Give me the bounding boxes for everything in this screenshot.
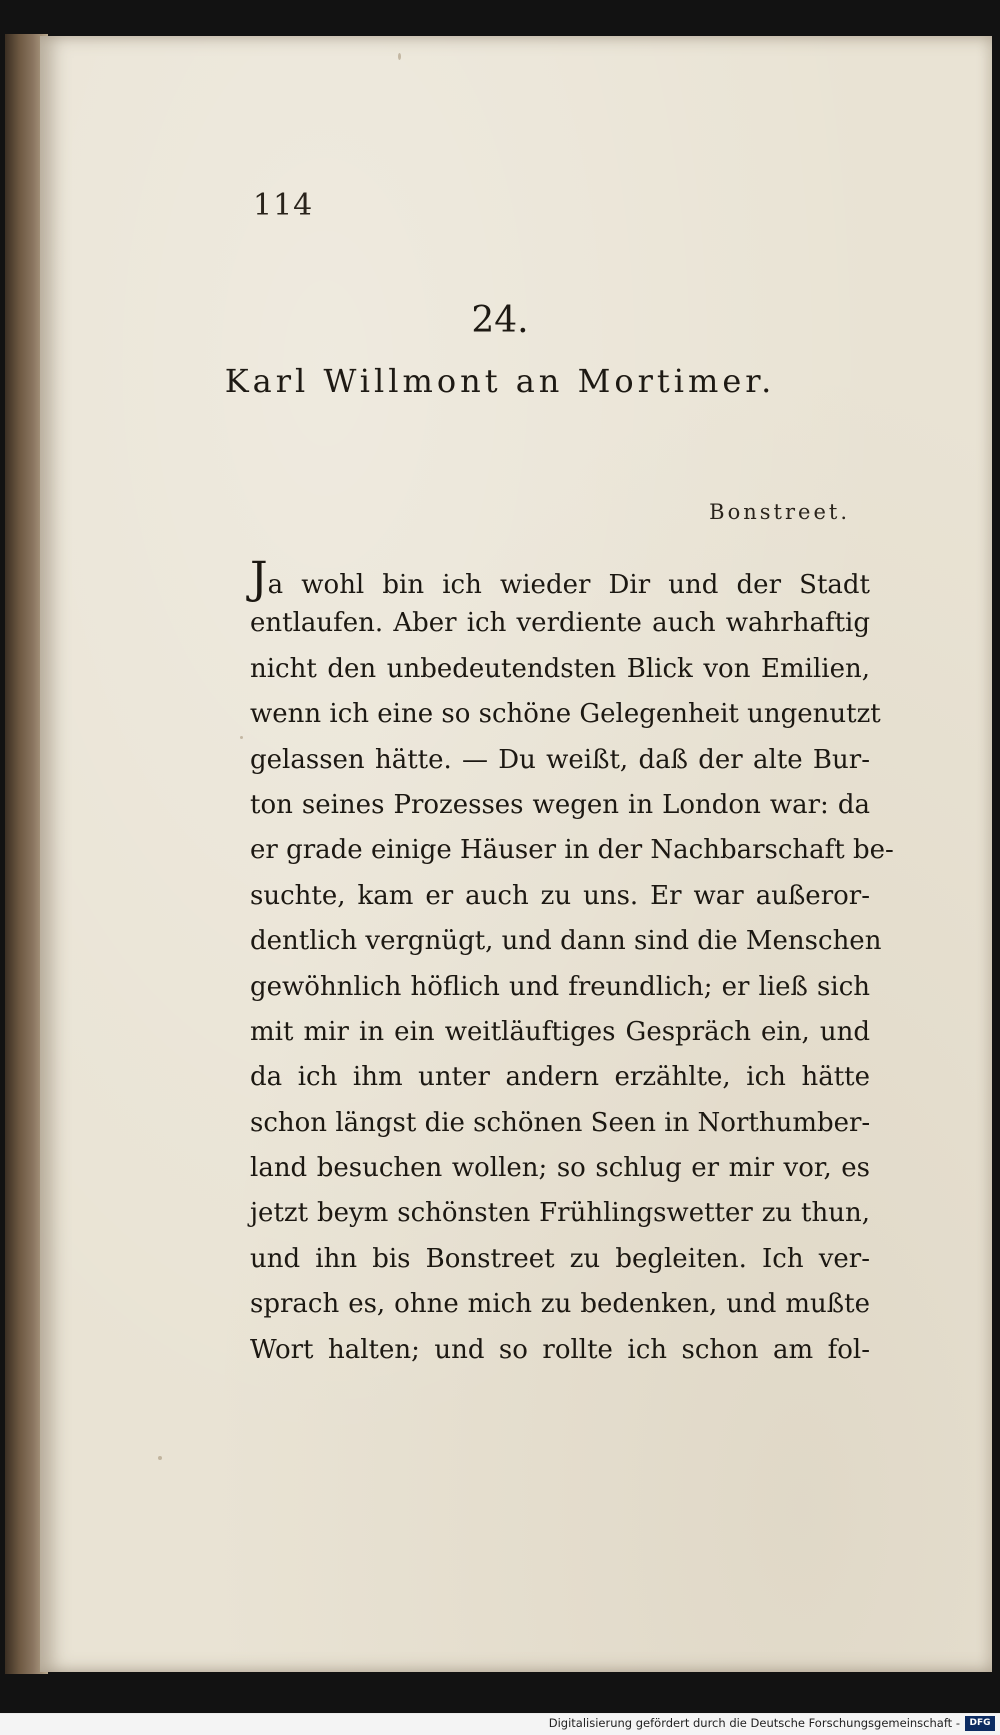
text-line: wenn ich eine so schöne Gelegenheit ungenutzt xyxy=(250,699,881,730)
text-line: ton seines Prozesses wegen in London war: da xyxy=(250,789,870,820)
letter-place: Bonstreet. xyxy=(709,500,850,524)
text-line: und ihn bis Bonstreet zu begleiten. Ich ver- xyxy=(250,1243,870,1274)
dfg-logo: DFG xyxy=(965,1716,995,1731)
letter-number: 24. xyxy=(471,300,529,341)
text-line: er grade einige Häuser in der Nachbarschaft be- xyxy=(250,835,894,866)
page-number: 114 xyxy=(253,188,314,223)
letter-body xyxy=(250,553,894,1373)
paper-spot xyxy=(240,736,243,739)
text-line: schon längst die schönen Seen in Northumber- xyxy=(250,1107,871,1138)
text-line: Wort halten; und so rollte ich schon am fol- xyxy=(250,1334,870,1365)
text-line: suchte, kam er auch zu uns. Er war außeror- xyxy=(250,880,870,911)
text-line: sprach es, ohne mich zu bedenken, und mußte xyxy=(250,1289,870,1320)
text-line: land besuchen wollen; so schlug er mir vor, es xyxy=(250,1153,870,1184)
digitization-footer xyxy=(0,1714,1000,1735)
paper-spot xyxy=(398,53,401,60)
letter-heading: Karl Willmont an Mortimer. xyxy=(224,362,776,400)
text-line: nicht den unbedeutendsten Blick von Emilien, xyxy=(250,653,870,684)
footer-credit: Digitalisierung gefördert durch die Deutsche Forschungsgemeinschaft - xyxy=(548,1716,960,1730)
text-line: dentlich vergnügt, und dann sind die Menschen xyxy=(250,926,882,957)
text-line: jetzt beym schönsten Frühlingswetter zu thun, xyxy=(250,1198,870,1229)
text-line: da ich ihm unter andern erzählte, ich hätte xyxy=(250,1062,870,1093)
text-line: gelassen hätte. — Du weißt, daß der alte Bur- xyxy=(250,744,870,775)
text-line: Ja wohl bin ich wieder Dir und der Stadt xyxy=(250,553,870,604)
text-line: entlaufen. Aber ich verdiente auch wahrhaftig xyxy=(250,608,870,639)
text-line: mit mir in ein weitläuftiges Gespräch ein, und xyxy=(250,1016,870,1047)
text-line: gewöhnlich höflich und freundlich; er ließ sich xyxy=(250,971,870,1002)
paper-spot xyxy=(158,1456,162,1460)
